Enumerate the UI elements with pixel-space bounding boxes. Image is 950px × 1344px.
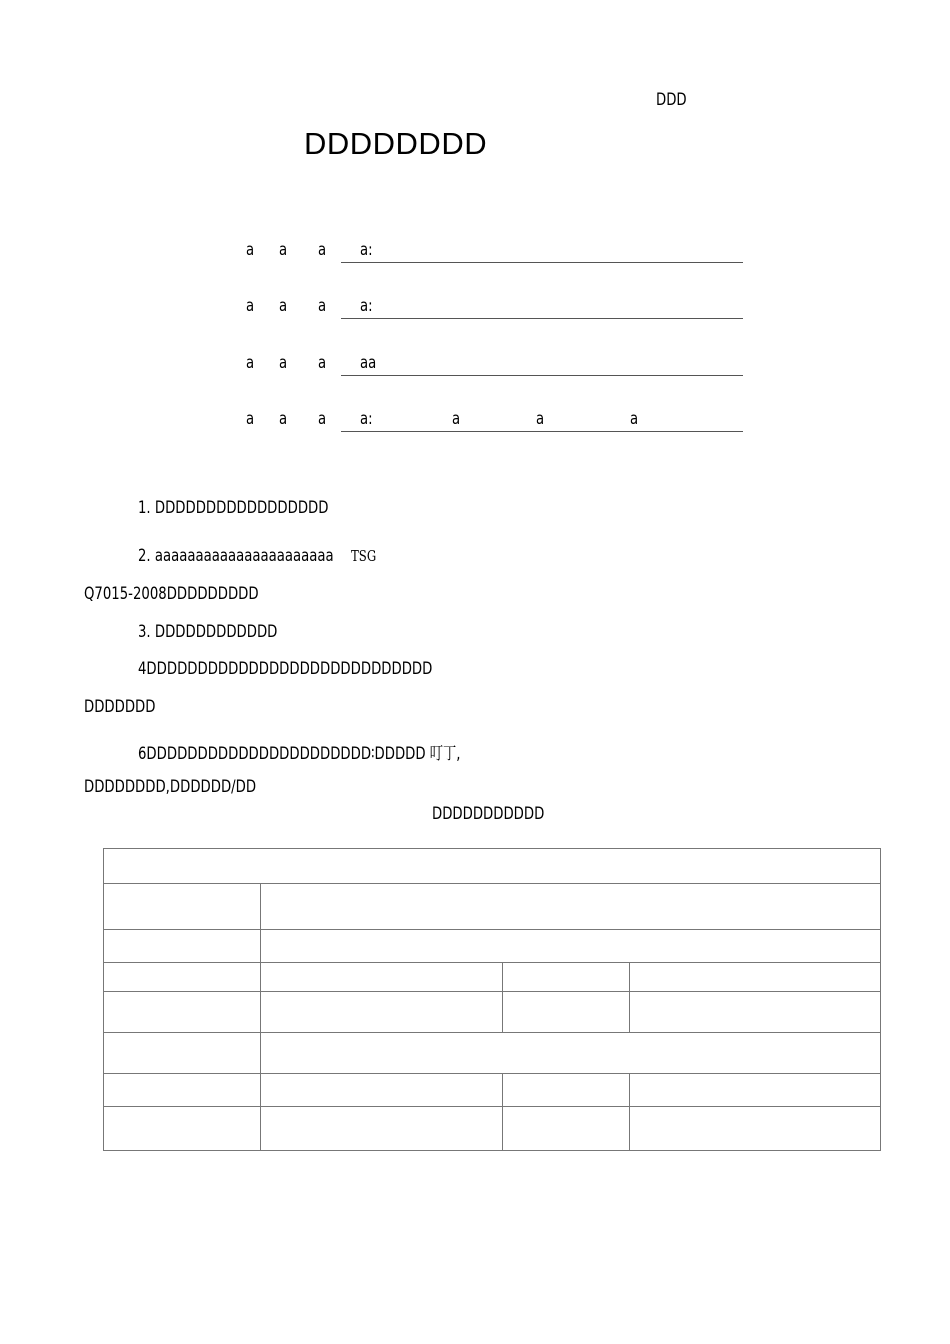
- table-cell[interactable]: [104, 1033, 261, 1074]
- table-row: [104, 992, 881, 1033]
- table-cell[interactable]: [261, 1107, 503, 1151]
- label-char: a: [246, 240, 255, 260]
- table-cell[interactable]: [503, 1107, 630, 1151]
- table-cell[interactable]: [630, 992, 881, 1033]
- table-cell[interactable]: [261, 963, 503, 992]
- table-cell[interactable]: [104, 930, 261, 963]
- label-char: a: [318, 353, 327, 373]
- field-prefix: a:: [360, 296, 373, 316]
- fill-in-line[interactable]: [341, 318, 743, 319]
- table-cell[interactable]: [261, 1074, 503, 1107]
- label-char: a: [246, 353, 255, 373]
- table-row: [104, 963, 881, 992]
- table-row: [104, 884, 881, 930]
- table-cell[interactable]: [630, 963, 881, 992]
- table-row: [104, 849, 881, 884]
- cover-field-1: [246, 240, 744, 264]
- table-cell[interactable]: [104, 849, 881, 884]
- paragraph-2: 2. aaaaaaaaaaaaaaaaaaaaaa TSG: [138, 546, 376, 566]
- label-char: a: [279, 353, 288, 373]
- table-cell[interactable]: [630, 1074, 881, 1107]
- table-cell[interactable]: [261, 1033, 881, 1074]
- date-char: a: [536, 409, 545, 429]
- field-prefix: aa: [360, 353, 377, 373]
- table-cell[interactable]: [104, 1074, 261, 1107]
- table-cell[interactable]: [261, 930, 881, 963]
- table-cell[interactable]: [104, 992, 261, 1033]
- paragraph-6: 6DDDDDDDDDDDDDDDDDDDDDD∶DDDDD 叮丁,: [138, 744, 461, 764]
- table-cell[interactable]: [503, 1074, 630, 1107]
- label-char: a: [246, 296, 255, 316]
- label-char: a: [279, 296, 288, 316]
- label-char: a: [318, 240, 327, 260]
- table-cell[interactable]: [503, 963, 630, 992]
- table-cell[interactable]: [104, 1107, 261, 1151]
- table-row: [104, 930, 881, 963]
- paragraph-6-cont: DDDDDDDD,DDDDDD/DD: [84, 777, 257, 797]
- table-cell[interactable]: [104, 963, 261, 992]
- paragraph-4: 4DDDDDDDDDDDDDDDDDDDDDDDDDDDD: [138, 659, 433, 679]
- table-cell[interactable]: [503, 992, 630, 1033]
- table-cell[interactable]: [630, 1107, 881, 1151]
- field-prefix: a:: [360, 409, 373, 429]
- label-char: a: [318, 296, 327, 316]
- fill-in-line[interactable]: [341, 375, 743, 376]
- cover-field-4: [246, 409, 744, 433]
- document-code: DDD: [656, 90, 687, 110]
- field-prefix: a:: [360, 240, 373, 260]
- cover-field-2: [246, 296, 744, 320]
- fill-in-line[interactable]: [341, 262, 743, 263]
- standard-code: TSG: [350, 547, 376, 565]
- label-char: a: [318, 409, 327, 429]
- table-row: [104, 1107, 881, 1151]
- table-cell[interactable]: [104, 884, 261, 930]
- table-title: DDDDDDDDDDD: [432, 804, 545, 824]
- date-char: a: [452, 409, 461, 429]
- form-table: [103, 848, 881, 1151]
- fill-in-line[interactable]: [341, 431, 743, 432]
- date-char: a: [630, 409, 639, 429]
- table-cell[interactable]: [261, 884, 881, 930]
- label-char: a: [279, 240, 288, 260]
- table-row: [104, 1074, 881, 1107]
- label-char: a: [279, 409, 288, 429]
- paragraph-1: 1. DDDDDDDDDDDDDDDDD: [138, 498, 329, 518]
- cover-field-3: [246, 353, 744, 377]
- label-char: a: [246, 409, 255, 429]
- paragraph-4-cont: DDDDDDD: [84, 697, 156, 717]
- paragraph-2-cont: Q7015-2008DDDDDDDDD: [84, 584, 259, 604]
- document-title: DDDDDDDD: [304, 126, 488, 161]
- table-row: [104, 1033, 881, 1074]
- table-cell[interactable]: [261, 992, 503, 1033]
- paragraph-3: 3. DDDDDDDDDDDD: [138, 622, 278, 642]
